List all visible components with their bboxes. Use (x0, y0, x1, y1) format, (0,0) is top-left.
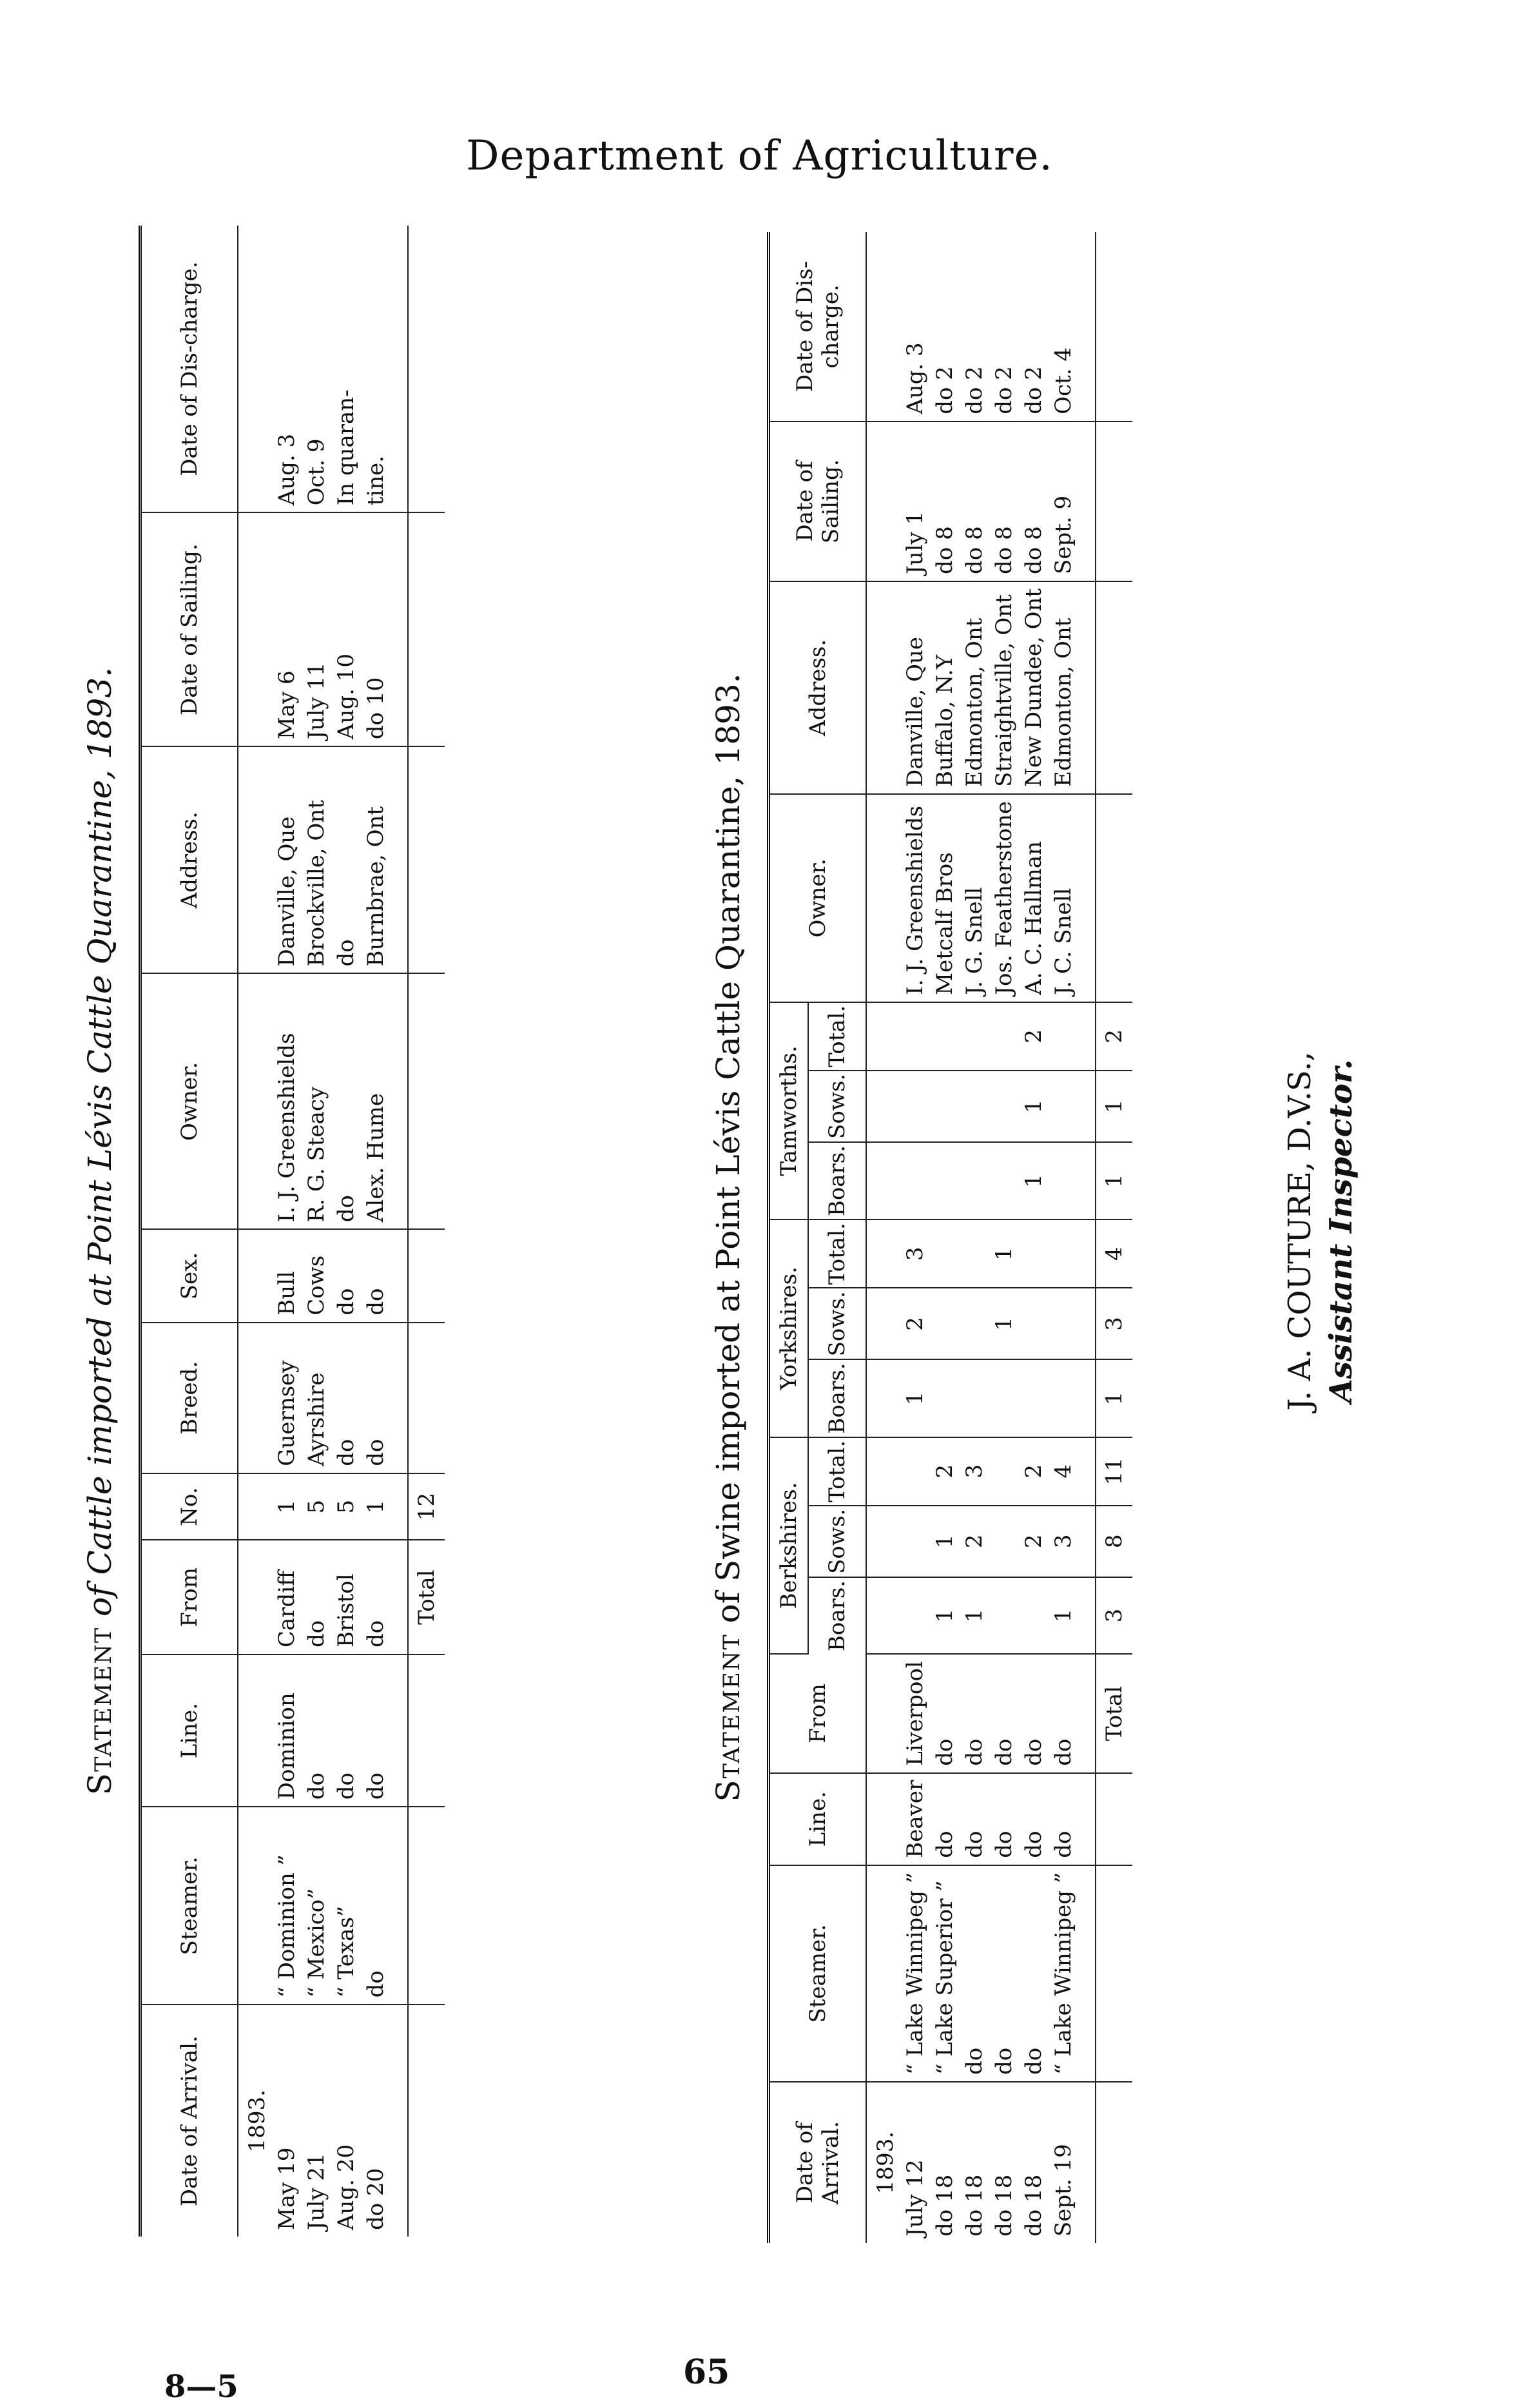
table-cell (1049, 1359, 1096, 1437)
table-cell: J. G. Snell (960, 794, 989, 1002)
swine-sub-header: Boars. (808, 1359, 866, 1437)
table-cell (1019, 1359, 1049, 1437)
table-cell: Aug. 20 (333, 2144, 359, 2230)
table-cell: do (361, 1229, 408, 1323)
table-cell: do (1049, 1654, 1096, 1773)
table-cell: Alex. Hume (361, 973, 408, 1229)
table-cell: “ Dominion ” (272, 1807, 302, 2005)
cattle-col-header: Date of Arrival. (140, 2005, 238, 2237)
table-cell: do (331, 1323, 361, 1473)
swine-col-header: Steamer. (769, 1865, 867, 2082)
table-cell: Oct. 9 (302, 226, 331, 512)
swine-group-header: Berkshires. (769, 1437, 809, 1654)
table-cell: do (302, 1655, 331, 1807)
table-cell: Liverpool (900, 1654, 930, 1773)
table-cell: Sept. 19 (1050, 2144, 1076, 2237)
swine-sub-header: Total. (808, 1219, 866, 1288)
table-cell: do 2 (930, 232, 960, 422)
table-cell: Brockville, Ont (302, 746, 331, 973)
table-cell (960, 1219, 989, 1288)
table-cell: do (302, 1540, 331, 1655)
table-cell: Edmonton, Ont (960, 581, 989, 794)
table-cell: do 10 (361, 512, 408, 746)
table-cell: R. G. Steacy (302, 973, 331, 1229)
cattle-col-header: Breed. (140, 1323, 238, 1473)
table-cell: Cardiff (272, 1540, 302, 1655)
swine-total-value: 1 (1096, 1071, 1132, 1142)
swine-total-value: 1 (1096, 1142, 1132, 1219)
table-cell: 3 (1049, 1506, 1096, 1577)
table-cell (1019, 1577, 1049, 1654)
table-cell: do 20 (363, 2168, 389, 2230)
table-cell (1049, 1002, 1096, 1071)
cattle-col-header: Sex. (140, 1229, 238, 1323)
table-cell: do (989, 1865, 1019, 2082)
cattle-statement (61, 226, 512, 2237)
table-cell (900, 1071, 930, 1142)
table-cell (930, 1002, 960, 1071)
table-cell (900, 1577, 930, 1654)
table-cell: Buffalo, N.Y (930, 581, 960, 794)
table-cell: do 2 (989, 232, 1019, 422)
swine-sub-header: Total. (808, 1437, 866, 1506)
table-cell (989, 1437, 1019, 1506)
table-cell: Sept. 9 (1049, 422, 1096, 581)
table-cell: 1 (900, 1359, 930, 1437)
table-cell: Bristol (331, 1540, 361, 1655)
swine-table (767, 232, 1132, 2243)
table-cell: Danville, Que (272, 746, 302, 973)
table-cell: do (361, 1540, 408, 1655)
swine-col-header: Owner. (769, 794, 867, 1002)
table-cell: Oct. 4 (1049, 232, 1096, 422)
table-cell: do (1049, 1773, 1096, 1865)
table-cell: A. C. Hallman (1019, 794, 1049, 1002)
table-cell: do 8 (960, 422, 989, 581)
page-number: 65 (683, 2353, 730, 2392)
table-cell (989, 1142, 1019, 1219)
cattle-col-header: Date of Sailing. (140, 512, 238, 746)
swine-sub-header: Boars. (808, 1577, 866, 1654)
table-cell: 5 (302, 1473, 331, 1540)
swine-title (690, 232, 767, 2243)
cattle-col-header: Address. (140, 746, 238, 973)
table-cell: Ayrshire (302, 1323, 331, 1473)
table-cell (960, 1359, 989, 1437)
cattle-total-value: 12 (408, 1473, 445, 1540)
table-cell (960, 1142, 989, 1219)
table-cell: do (960, 1773, 989, 1865)
table-cell: do (930, 1654, 960, 1773)
swine-year: 1893. (873, 2131, 898, 2195)
table-cell: do 8 (1019, 422, 1049, 581)
cattle-year: 1893. (244, 2090, 270, 2153)
swine-year-row (866, 232, 900, 2243)
table-row (302, 226, 331, 2237)
swine-sub-header: Boars. (808, 1142, 866, 1219)
swine-total-value: 3 (1096, 1288, 1132, 1359)
cattle-title-text: of Cattle imported at Point Lévis Cattle Quarantine, 1893. (81, 666, 119, 1627)
table-cell: 1 (989, 1288, 1019, 1359)
table-cell (989, 1506, 1019, 1577)
table-cell: “ Lake Superior ” (930, 1865, 960, 2082)
table-cell: I. J. Greenshields (900, 794, 930, 1002)
table-cell: Metcalf Bros (930, 794, 960, 1002)
table-cell: Cows (302, 1229, 331, 1323)
table-cell (960, 1288, 989, 1359)
table-cell: May 6 (272, 512, 302, 746)
table-cell: do (331, 1229, 361, 1323)
table-row (1019, 232, 1049, 2243)
table-cell: J. C. Snell (1049, 794, 1096, 1002)
swine-sub-header: Total. (808, 1002, 866, 1071)
table-row (900, 232, 930, 2243)
swine-col-header: Line. (769, 1773, 867, 1865)
swine-sub-header: Sows. (808, 1506, 866, 1577)
swine-total-value: 8 (1096, 1506, 1132, 1577)
table-row (989, 232, 1019, 2243)
table-cell: “ Mexico” (302, 1807, 331, 2005)
table-cell: do (1019, 1865, 1049, 2082)
table-cell (1049, 1288, 1096, 1359)
table-cell: “ Lake Winnipeg ” (1049, 1865, 1096, 2082)
table-cell: 4 (1049, 1437, 1096, 1506)
table-cell: do (361, 1323, 408, 1473)
table-cell: Aug. 3 (900, 232, 930, 422)
swine-total-value: 11 (1096, 1437, 1132, 1506)
table-cell: Bull (272, 1229, 302, 1323)
table-cell (930, 1219, 960, 1288)
table-cell: 1 (930, 1506, 960, 1577)
swine-group-header: Yorkshires. (769, 1219, 809, 1437)
table-cell: do (361, 1807, 408, 2005)
swine-title-text: of Swine imported at Point Lévis Cattle Quarantine, 1893. (710, 673, 747, 1634)
table-cell: do 2 (960, 232, 989, 422)
table-cell (989, 1071, 1019, 1142)
table-cell: 1 (272, 1473, 302, 1540)
swine-group-header: Tamworths. (769, 1002, 809, 1219)
cattle-title (61, 226, 139, 2237)
table-row (272, 226, 302, 2237)
page-header: Department of Agriculture. (466, 132, 1053, 180)
table-cell (989, 1359, 1019, 1437)
inspector-name: J. A. COUTURE, D.V.S., (1282, 1051, 1318, 1411)
table-cell: 1 (989, 1219, 1019, 1288)
table-cell: 1 (930, 1577, 960, 1654)
table-cell: 1 (361, 1473, 408, 1540)
table-cell (960, 1002, 989, 1071)
table-cell: 2 (900, 1288, 930, 1359)
table-cell: I. J. Greenshields (272, 973, 302, 1229)
table-row (331, 226, 361, 2237)
swine-total-row (1096, 232, 1132, 2243)
cattle-col-header: Steamer. (140, 1807, 238, 2005)
cattle-col-header: No. (140, 1473, 238, 1540)
table-cell: 1 (1019, 1071, 1049, 1142)
table-row (960, 232, 989, 2243)
table-cell: do (361, 1655, 408, 1807)
table-cell: 3 (900, 1219, 930, 1288)
table-cell: 2 (1019, 1437, 1049, 1506)
swine-col-header: From (769, 1654, 867, 1773)
swine-col-header: Address. (769, 581, 867, 794)
cattle-col-header: Line. (140, 1655, 238, 1807)
table-cell (1019, 1219, 1049, 1288)
table-cell: Jos. Featherstone (989, 794, 1019, 1002)
table-cell (900, 1506, 930, 1577)
swine-statement (690, 232, 1244, 2243)
table-cell (930, 1142, 960, 1219)
table-cell (900, 1142, 930, 1219)
swine-sub-header: Sows. (808, 1071, 866, 1142)
table-cell: May 19 (274, 2147, 300, 2230)
table-cell: Guernsey (272, 1323, 302, 1473)
table-cell: Aug. 10 (331, 512, 361, 746)
cattle-col-header: Date of Dis-charge. (140, 226, 238, 512)
signature-block (1279, 877, 1408, 1586)
table-cell: do 8 (930, 422, 960, 581)
table-cell: July 21 (304, 2153, 329, 2230)
swine-total-value: 1 (1096, 1359, 1132, 1437)
swine-title-statement: Statement (710, 1633, 747, 1802)
table-cell (1049, 1142, 1096, 1219)
table-cell (900, 1002, 930, 1071)
table-cell: 1 (1049, 1577, 1096, 1654)
table-cell: tine. (361, 226, 408, 512)
table-cell (900, 1437, 930, 1506)
table-cell: 3 (960, 1437, 989, 1506)
table-cell: do (960, 1865, 989, 2082)
cattle-year-row (238, 226, 272, 2237)
swine-col-header: Date of Arrival. (769, 2082, 867, 2243)
cattle-col-header: From (140, 1540, 238, 1655)
cattle-table (139, 226, 445, 2237)
table-cell: do (930, 1773, 960, 1865)
table-cell (930, 1288, 960, 1359)
swine-total-value: 4 (1096, 1219, 1132, 1288)
table-cell: 2 (1019, 1002, 1049, 1071)
table-cell: do (331, 973, 361, 1229)
cattle-total-row (408, 226, 445, 2237)
table-cell: do 18 (991, 2174, 1017, 2237)
table-cell: New Dundee, Ont (1019, 581, 1049, 794)
swine-total-value: 3 (1096, 1577, 1132, 1654)
cattle-title-statement: Statement (81, 1626, 119, 1796)
swine-total-value: 2 (1096, 1002, 1132, 1071)
cattle-col-header: Owner. (140, 973, 238, 1229)
table-cell: do (1019, 1654, 1049, 1773)
table-cell: do 8 (989, 422, 1019, 581)
swine-sub-header: Sows. (808, 1288, 866, 1359)
table-row (1049, 232, 1096, 2243)
cattle-total-label: Total (408, 1540, 445, 1655)
table-cell: 2 (930, 1437, 960, 1506)
table-cell (930, 1359, 960, 1437)
table-cell: July 11 (302, 512, 331, 746)
table-cell: 5 (331, 1473, 361, 1540)
table-cell: Danville, Que (900, 581, 930, 794)
table-cell: do (960, 1654, 989, 1773)
table-cell: 2 (960, 1506, 989, 1577)
table-cell (960, 1071, 989, 1142)
table-cell: “ Lake Winnipeg ” (900, 1865, 930, 2082)
table-cell: do (989, 1654, 1019, 1773)
table-cell (930, 1071, 960, 1142)
table-cell: do 18 (932, 2174, 958, 2237)
swine-col-header: Date of Sailing. (769, 422, 867, 581)
table-cell: do (331, 746, 361, 973)
table-cell (1049, 1071, 1096, 1142)
table-cell: “ Texas” (331, 1807, 361, 2005)
table-cell: 2 (1019, 1506, 1049, 1577)
table-cell: do 18 (1021, 2174, 1047, 2237)
table-cell: Edmonton, Ont (1049, 581, 1096, 794)
table-cell: Burnbrae, Ont (361, 746, 408, 973)
table-cell: July 1 (900, 422, 930, 581)
sheet-mark: 8—5 (164, 2369, 238, 2405)
table-cell (1049, 1219, 1096, 1288)
swine-total-label: Total (1096, 1654, 1132, 1773)
table-cell (989, 1577, 1019, 1654)
table-cell: Straightville, Ont (989, 581, 1019, 794)
table-cell: do (989, 1773, 1019, 1865)
table-cell: do 2 (1019, 232, 1049, 422)
table-cell: do (331, 1655, 361, 1807)
table-cell (989, 1002, 1019, 1071)
table-row (361, 226, 408, 2237)
table-row (930, 232, 960, 2243)
table-cell: 1 (1019, 1142, 1049, 1219)
table-cell: Aug. 3 (272, 226, 302, 512)
table-cell (1019, 1288, 1049, 1359)
table-cell: do 18 (962, 2174, 987, 2237)
table-cell: do (1019, 1773, 1049, 1865)
table-cell: Beaver (900, 1773, 930, 1865)
table-cell: Dominion (272, 1655, 302, 1807)
inspector-title: Assistant Inspector. (1323, 1059, 1359, 1403)
swine-col-header: Date of Dis-charge. (769, 232, 867, 422)
table-cell: In quaran- (331, 226, 361, 512)
table-cell: July 12 (902, 2159, 928, 2237)
table-cell: 1 (960, 1577, 989, 1654)
